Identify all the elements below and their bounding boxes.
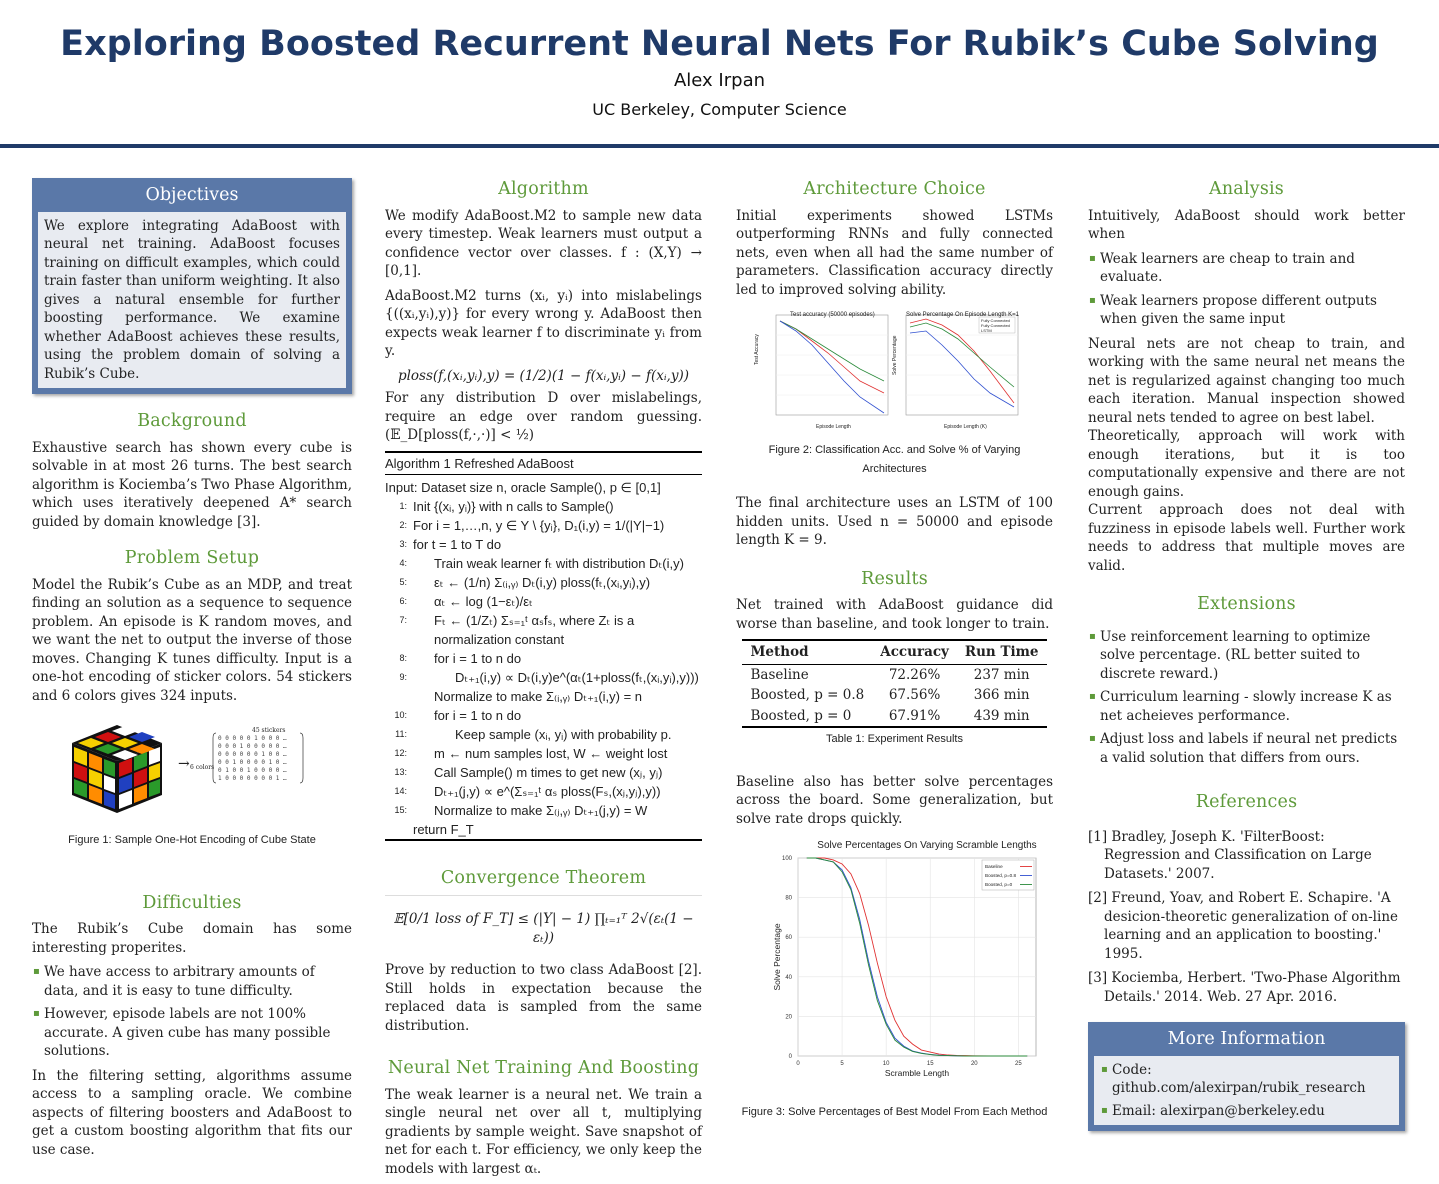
algorithm-line-number: 4: [399,557,407,568]
algorithm-line [385,592,702,611]
analysis-list [1088,250,1405,329]
algorithm-line-text: Call Sample() m times to get new (xⱼ, yⱼ) [434,764,663,780]
more-info-box [1088,1022,1405,1131]
svg-text:0 0 0 0 0 0 1 0 0 …: 0 0 0 0 0 0 1 0 0 … [218,751,287,758]
algorithm-line-number: 7: [399,614,407,625]
difficulties-outro: In the filtering setting, algorithms assume access to a sampling oracle. We combine aspects of filtering boosters and AdaBoost to get a custom boosting algorithm that fits our use case. [32,1067,352,1158]
table-cell: Boosted, p = 0 [742,706,872,728]
figure-3 [736,834,1053,1099]
algorithm-line-text: Normalize to make Σ₍ᵢ,ᵧ₎ Dₜ₊₁(i,y) = n [434,688,643,704]
figure-2-caption: Figure 2: Classification Acc. and Solve % of Varying Architectures [768,444,1021,475]
algorithm-box [385,451,702,841]
algorithm-p2: AdaBoost.M2 turns (xᵢ, yᵢ) into mislabelings {((xᵢ,yᵢ),y)} for every wrong y. AdaBoost then expects weak learner f to discriminate yᵢ from y. [385,287,702,359]
algorithm-line [385,744,702,763]
convergence-text: Prove by reduction to two class AdaBoost [2]. Still holds in expectation because the replaced data is sampled from the same distribution. [385,962,702,1034]
extensions-list [1088,628,1405,768]
code-link[interactable]: ▪ Code: github.com/alexirpan/rubik_research [1112,1061,1393,1098]
references-title: References [1195,792,1298,812]
legend-label: Boosted, p=0.8 [985,873,1017,878]
algorithm-line [385,782,702,801]
algorithm-input: Input: Dataset size n, oracle Sample(), p ∈ [0,1] [385,479,661,495]
list-item: ▪ Adjust loss and labels if neural net predicts a valid solution that differs from ours. [1100,730,1405,767]
results-table [742,639,1046,728]
algorithm-line-number: 11: [395,728,407,739]
y-tick-label: 60 [785,935,792,942]
rubiks-cube-image [62,715,172,815]
poster-title: Exploring Boosted Recurrent Neural Nets For Rubik’s Cube Solving [60,24,1379,64]
table-cell: 67.56% [888,687,941,703]
algorithm-line-number: 9: [399,671,407,682]
table-row [742,685,1046,706]
algorithm-line [385,668,702,687]
reference-item: [1] Bradley, Joseph K. 'FilterBoost: Regression and Classification on Large Datasets.' 2007. [1088,828,1372,882]
algorithm-line [385,535,702,554]
header-rule [0,144,1439,148]
chart-title: Solve Percentages On Varying Scramble Lengths [817,840,1037,851]
algorithm-line-number: 10: [394,709,407,720]
algorithm-line-number: 8: [399,652,407,663]
algorithm-line-text: Init {(xᵢ, yᵢ)} with n calls to Sample() [413,498,614,514]
algorithm-line-number: 5: [399,576,407,587]
list-item: ▪ However, episode labels are not 100% accurate. A given cube has many possible solutions. [44,1005,352,1061]
algorithm-line [385,801,702,820]
column-2 [385,180,702,1184]
difficulties-list [32,963,352,1061]
difficulties-intro: The Rubik’s Cube domain has some interesting properites. [32,921,352,956]
results-title: Results [861,568,928,589]
algorithm-title: Algorithm [498,179,589,199]
table-cell: 439 min [957,706,1047,728]
svg-text:0 1 0 0 1 0 0 0 0 …: 0 1 0 0 1 0 0 0 0 … [218,767,287,774]
chart-left-xlabel: Episode Length [816,424,851,430]
algorithm-line-text: εₜ ← (1/n) Σ₍ᵢ,ᵧ₎ Dₜ(i,y) ploss(fₜ,(xᵢ,yᵢ),y) [434,574,651,590]
algorithm-line-text: αₜ ← log (1−εₜ)/εₜ [434,593,533,609]
architecture-title: Architecture Choice [803,179,986,199]
figure-2 [736,305,1053,435]
y-tick-label: 20 [785,1014,792,1021]
results-p1: Net trained with AdaBoost guidance did worse than baseline, and took longer to train. [736,597,1053,632]
algorithm-line-number [385,820,413,839]
algorithm-line [385,516,702,535]
algorithm-line-number: 15: [394,804,407,815]
poster-header [0,0,1439,150]
cube-figure [32,715,352,825]
author-name: Alex Irpan [673,70,766,91]
svg-text:0 0 1 0 0 0 0 1 0 …: 0 0 1 0 0 0 0 1 0 … [218,759,287,766]
table-cell: 67.91% [872,706,957,728]
figure-3-caption: Figure 3: Solve Percentages of Best Model From Each Method [741,1106,1048,1118]
svg-text:1 0 0 0 0 0 0 0 1 …: 1 0 0 0 0 0 0 0 1 … [218,775,287,782]
analysis-intro: Intuitively, AdaBoost should work better when [1088,207,1405,242]
algorithm-line [385,706,702,725]
reference-item: [2] Freund, Yoav, and Robert E. Schapire. 'A desicion-theoretic generalization of on-line learning and an application to boosting.' 1995. [1088,890,1399,962]
table-header-row [742,640,1046,664]
objectives-body: We explore integrating AdaBoost with neural net training. AdaBoost focuses training on difficult examples, which could train faster than uniform weighting. It also gives a natural ensemble for further boosting performance. We examine whether AdaBoost achieves these results, using the problem domain of solving a Rubik’s Cube. [38,212,346,389]
table-header: Run Time [957,640,1047,664]
table-header: Accuracy [872,640,957,664]
list-item: ▪ Weak learners are cheap to train and evaluate. [1100,250,1405,287]
algorithm-line [385,763,702,782]
extensions-title: Extensions [1197,594,1296,614]
x-tick-label: 10 [882,1061,890,1067]
x-tick-label: 0 [796,1061,800,1067]
solve-percentage-chart [736,834,1053,1099]
problem-setup-text: Model the Rubik’s Cube as an MDP, and treat finding an solution as a sequence to sequence problem. An episode is K random moves, and we want the net to output the inverse of those moves. Changing K tunes difficulty. Input is a one-hot encoding of sticker colors. 54 stickers and 6 colors gives 324 inputs. [32,576,352,704]
chart-right-ylabel: Solve Percentage [892,335,898,375]
analysis-p3: Current approach does not deal with fuzziness in episode labels well. Further work needs to address that multiple moves are valid. [1088,502,1405,574]
label-6-colors: 6 colors [190,764,215,771]
nn-training-text: The weak learner is a neural net. We train a single neural net over all t, multiplying gradients by sample weight. Save snapshot of net for each t. For efficiency, we only keep the models with largest αₜ. [385,1086,702,1177]
algorithm-line-number: 2: [399,519,407,530]
label-45-stickers: 45 stickers [252,727,286,734]
analysis-p1: Neural nets are not cheap to train, and working with the same neural net means the net is regularized against changing too much each iteration. Manual inspection showed neural nets tended to agree on best label. [1088,335,1405,426]
table-header: Method [742,640,872,664]
table-cell: 72.26% [888,666,941,683]
algorithm-line [385,554,702,573]
algorithm-line-text: Train weak learner fₜ with distribution Dₜ(i,y) [434,555,684,571]
algorithm-line-text: Dₜ₊₁(j,y) ∝ e^(Σₛ₌₁ᵗ αₛ ploss(Fₛ,(xⱼ,yⱼ),y)) [434,783,661,799]
more-info-title: More Information [1167,1029,1326,1049]
y-tick-label: 0 [788,1054,792,1060]
algorithm-line [385,820,702,839]
ploss-formula: ploss(f,(xᵢ,yᵢ),y) = (1/2)(1 − f(xᵢ,yᵢ) − f(xᵢ,y)) [397,367,690,384]
list-item: ▪ Curriculum learning - slowly increase K as net acheieves performance. [1100,688,1405,725]
algorithm-line [385,611,702,649]
legend-label: Boosted, p=0 [985,882,1013,887]
algorithm-line-number: 3: [399,538,407,549]
affiliation: UC Berkeley, Computer Science [592,100,847,119]
algorithm-line-text: Dₜ₊₁(i,y) ∝ Dₜ(i,y)e^(αₜ(1+ploss(fₜ,(xᵢ,yᵢ),y))) [455,669,699,685]
table-cell: Boosted, p = 0.8 [750,687,865,703]
objectives-title: Objectives [145,185,239,205]
x-tick-label: 25 [1015,1061,1022,1067]
algorithm-line-number: 6: [399,595,407,606]
x-axis-label: Scramble Length [884,1068,950,1078]
more-info-body [1094,1056,1399,1126]
chart-right-xlabel: Episode Length (K) [944,424,987,430]
chart-right-title: Solve Percentage On Episode Length K=1 [906,312,1019,318]
email-link[interactable]: ▪ Email: alexirpan@berkeley.edu [1112,1102,1393,1121]
algorithm-line-text: for i = 1 to n do [434,650,522,666]
algorithm-line-number [385,687,413,706]
algorithm-line-text: for t = 1 to T do [413,536,502,552]
y-axis-label: Solve Percentage [772,923,782,991]
algorithm-line-text: for i = 1 to n do [434,707,522,723]
reference-item: [3] Kociemba, Herbert. 'Two-Phase Algorithm Details.' 2014. Web. 27 Apr. 2016. [1088,970,1401,1005]
difficulties-title: Difficulties [142,892,242,913]
table-cell: Baseline [750,666,809,683]
y-tick-label: 100 [781,856,792,862]
encoding-arrow: → [178,756,190,772]
column-3 [736,180,1053,1128]
convergence-formula: 𝔼[0/1 loss of F_T] ≤ (|Y| − 1) ∏ₜ₌₁ᵀ 2√(εₜ(1 − εₜ)) [393,911,694,946]
legend-entry: Fully Connected [981,323,1010,328]
problem-setup-title: Problem Setup [124,548,260,568]
table-row [742,706,1046,728]
architecture-legend [981,318,1010,333]
algorithm-p3: For any distribution D over mislabelings, require an edge over random guessing. (𝔼_D[ploss(f,·,·)] < ½) [385,390,702,443]
algorithm-line-text: Fₜ ← (1/Zₜ) Σₛ₌₁ᵗ αₛfₛ, where Zₜ is a normalization constant [434,612,635,647]
algorithm-line [385,649,702,668]
algorithm-line [385,725,702,744]
results-p2: Baseline also has better solve percentages across the board. Some generalization, but solve rate drops quickly. [736,773,1053,827]
architecture-p1: Initial experiments showed LSTMs outperforming RNNs and fully connected nets, even when all had the same number of parameters. Classification accuracy directly led to improved solving ability. [736,207,1053,298]
algorithm-line-text: m ← num samples lost, W ← weight lost [434,745,668,761]
algorithm-line-text: For i = 1,…,n, y ∈ Y \ {yᵢ}, D₁(i,y) = 1/(|Y|−1) [413,517,665,533]
column-4 [1088,180,1405,1131]
chart-left-ylabel: Test Accuracy [754,334,760,365]
objectives-box [32,178,352,394]
list-item: ▪ Weak learners propose different outputs when given the same input [1100,292,1405,329]
algorithm-box-title: Algorithm 1 Refreshed AdaBoost [385,453,702,475]
legend-entry: LSTM [981,328,992,333]
legend-entry: Fully Connected [981,318,1010,323]
analysis-p2: Theoretically, approach will work with enough iterations, but it is too computationally expensive and there are not enough gains. [1088,428,1405,500]
background-text: Exhaustive search has shown every cube is solvable in at most 26 turns. The best search algorithm is Kociemba’s Two Phase Algorithm, which uses iteratively deepened A* search guided by domain knowledge [3]. [32,439,352,530]
nn-training-title: Neural Net Training And Boosting [387,1058,700,1078]
x-tick-label: 20 [970,1061,978,1067]
column-1 [32,178,352,1165]
chart-left-title: Test accuracy (50000 episodes) [790,312,875,318]
algorithm-line-text: return F_T [413,821,474,837]
algorithm-line-number: 1: [399,500,407,511]
algorithm-line-text: Normalize to make Σ₍ⱼ,ᵧ₎ Dₜ₊₁(j,y) = W [434,802,648,818]
one-hot-matrix [212,730,304,786]
algorithm-lines [385,497,702,839]
algorithm-line-number: 12: [394,747,407,758]
legend-label: Baseline [985,864,1003,869]
y-tick-label: 40 [785,974,792,981]
x-tick-label: 5 [840,1061,844,1067]
list-item: ▪ Use reinforcement learning to optimize solve percentage. (RL better suited to discrete reward.) [1100,628,1405,684]
figure-1-caption: Figure 1: Sample One-Hot Encoding of Cube State [68,834,316,846]
algorithm-line [385,687,702,706]
svg-text:0 0 0 1 0 0 0 0 0 …: 0 0 0 1 0 0 0 0 0 … [218,743,287,750]
algorithm-p1: We modify AdaBoost.M2 to sample new data every timestep. Weak learners must output a confidence vector over classes. f : (X,Y) → [0,1]. [385,207,702,279]
algorithm-line-number: 13: [394,766,407,777]
architecture-p2: The final architecture uses an LSTM of 100 hidden units. Used n = 50000 and episode length K = 9. [736,495,1053,548]
y-tick-label: 80 [785,895,792,902]
convergence-title: Convergence Theorem [440,867,647,888]
table-cell: 237 min [973,666,1030,683]
table-cell: 366 min [973,687,1030,703]
background-title: Background [137,411,247,431]
algorithm-line-text: Keep sample (xᵢ, yᵢ) with probability p. [455,726,672,742]
analysis-title: Analysis [1209,179,1284,199]
algorithm-line [385,573,702,592]
table-1-caption: Table 1: Experiment Results [826,733,963,745]
svg-text:0 0 0 0 0 1 0 0 0 …: 0 0 0 0 0 1 0 0 0 … [218,735,287,742]
x-tick-label: 15 [926,1061,934,1067]
algorithm-line-number: 14: [394,785,407,796]
table-row [742,664,1046,685]
algorithm-line [385,497,702,516]
list-item: ▪ We have access to arbitrary amounts of data, and it is easy to tune difficulty. [44,963,352,1000]
